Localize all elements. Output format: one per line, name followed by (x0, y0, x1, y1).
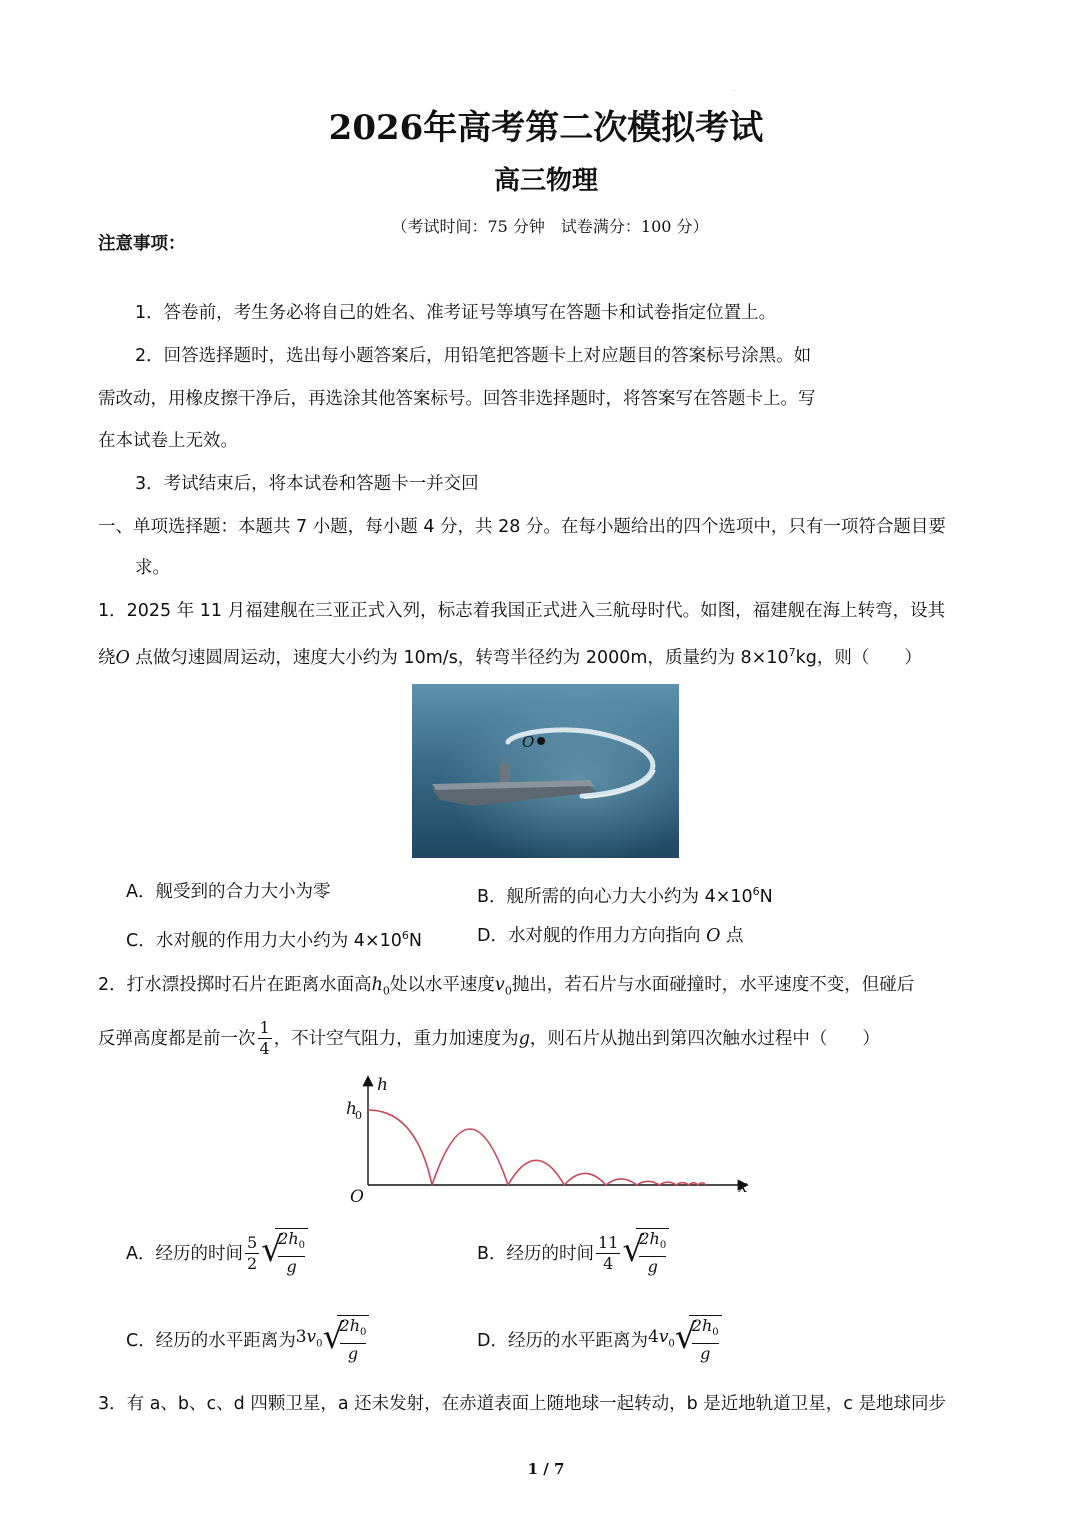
notice-item-2-line-1: 2．回答选择题时，选出每小题答案后，用铅笔把答题卡上对应题目的答案标号涂黑。如 (135, 346, 812, 366)
corner-mark: · (733, 88, 735, 95)
q2-var-g: g (518, 1028, 530, 1049)
q2-option-c-text: C．经历的水平距离为 (126, 1330, 296, 1351)
sqrt-expression (622, 1228, 669, 1279)
section-1-heading: 一、单项选择题：本题共 7 小题，每小题 4 分，共 28 分。在每小题给出的四个选项中，只有一项符合题目要 (98, 517, 946, 537)
coef-den: 4 (603, 1254, 614, 1274)
sqrt-expression (261, 1228, 308, 1279)
q2-var-v-sub: 0 (504, 984, 512, 998)
h0-label-sub: 0 (355, 1109, 362, 1122)
q2-option-c-coef (296, 1325, 323, 1356)
q2-option-a (126, 1228, 308, 1279)
radical-sign: √ (674, 1317, 697, 1357)
section-1-heading-cont: 求。 (135, 558, 170, 578)
q2-var-v: v (494, 975, 505, 995)
q1-option-c-unit: N (408, 930, 422, 951)
radicand-den-text: g (647, 1257, 658, 1277)
q2-text: ，则石片从抛出到第四次触水过程中（ ） (529, 1028, 880, 1049)
q1-option-d-point: O (706, 926, 721, 946)
bounce-arc (564, 1173, 606, 1185)
radicand-num-text: 2h (278, 1229, 299, 1248)
coef-value: 4 (647, 1326, 659, 1347)
radicand-num-sub: 0 (659, 1240, 667, 1252)
q2-fraction (258, 1018, 272, 1059)
q1-stem-line-1: 1．2025 年 11 月福建舰在三亚正式入列，标志着我国正式进入三航母时代。如图，福建舰在海上转弯，设其 (98, 601, 946, 621)
q1-option-a: A．舰受到的合力大小为零 (126, 882, 331, 902)
page-subtitle: 高三物理 (493, 166, 598, 196)
q2-option-d-coef (648, 1325, 675, 1356)
q1-text: 点做匀速圆周运动，速度大小约为 10m/s，转弯半径约为 2000m，质量约为 8×10 (129, 647, 789, 668)
q2-var-h: h (371, 975, 383, 995)
q2-text: ，不计空气阻力，重力加速度为 (273, 1028, 519, 1049)
q2-option-d (477, 1315, 722, 1366)
page-number: 1 / 7 (527, 1460, 565, 1478)
q1-option-c (126, 924, 422, 953)
q3-stem-line-1: 3．有 a、b、c、d 四颗卫星，a 还未发射，在赤道表面上随地球一起转动，b 是近地轨道卫星，c 是地球同步 (98, 1394, 946, 1414)
radical-sign: √ (322, 1317, 345, 1357)
notice-item-2-line-3: 在本试卷上无效。 (98, 431, 238, 451)
carrier-photo (412, 684, 679, 858)
bounce-arc (432, 1129, 508, 1185)
h0-label: h (346, 1099, 357, 1119)
radicand-num-sub: 0 (298, 1240, 306, 1252)
bounce-curve (368, 1110, 706, 1185)
q1-text: 绕 (98, 647, 116, 668)
q2-text: 2．打水漂投掷时石片在距离水面高 (98, 975, 372, 995)
radicand-den-text: g (700, 1344, 711, 1364)
notice-item-1: 1．答卷前，考生务必将自己的姓名、准考证号等填写在答题卡和试卷指定位置上。 (135, 303, 777, 323)
coef-den: 2 (246, 1254, 258, 1274)
notice-item-3: 3．考试结束后，将本试卷和答题卡一并交回 (135, 474, 479, 494)
q2-text: 反弹高度都是前一次 (98, 1028, 256, 1049)
radicand-num-text: 2h (339, 1316, 361, 1335)
coef-var-sub: 0 (316, 1338, 323, 1350)
q1-option-c-text: C．水对舰的作用力大小约为 4×10 (126, 930, 402, 951)
sqrt-expression (675, 1315, 722, 1366)
q2-option-b-text: B．经历的时间 (477, 1243, 595, 1264)
coef-var: v (306, 1326, 317, 1347)
q2-text: 处以水平速度 (389, 975, 495, 995)
carrier-island (500, 764, 510, 782)
q2-var-h-sub: 0 (382, 984, 390, 998)
radical-sign: √ (622, 1230, 645, 1270)
q1-option-b (477, 880, 773, 909)
bounce-arc (508, 1160, 564, 1185)
q1-option-c-exponent: 6 (401, 929, 409, 942)
q2-text: 抛出，若石片与水面碰撞时，水平速度不变，但碰后 (511, 975, 915, 995)
center-point-o (537, 737, 545, 745)
radicand-num-sub: 0 (712, 1327, 719, 1339)
q2-fraction-num: 1 (259, 1018, 270, 1037)
q1-mass-exponent: 7 (788, 646, 796, 659)
coef-value: 3 (295, 1326, 307, 1347)
bounce-graph (338, 1072, 754, 1208)
bounce-arc (368, 1110, 432, 1185)
q2-stem-line-1 (98, 973, 914, 1004)
sea-glare (412, 684, 679, 858)
coef-num: 11 (598, 1233, 619, 1253)
q2-option-a-text: A．经历的时间 (126, 1243, 243, 1264)
carrier-mast (503, 756, 506, 765)
q1-option-d-text: 点 (720, 926, 744, 946)
q2-stem-line-2 (98, 1018, 880, 1059)
coef-num: 5 (246, 1233, 258, 1253)
q2-option-b (477, 1228, 669, 1279)
q2-option-c (126, 1315, 369, 1366)
q1-option-b-text: B．舰所需的向心力大小约为 4×10 (477, 886, 753, 907)
radicand-num-text: 2h (639, 1229, 660, 1248)
x-axis-label: x (738, 1177, 748, 1197)
bounce-arc (606, 1179, 637, 1185)
notice-item-2-line-2: 需改动，用橡皮擦干净后，再选涂其他答案标号。回答非选择题时，将答案写在答题卡上。写 (98, 389, 816, 409)
radicand-den-text: g (286, 1257, 297, 1277)
q2-option-d-text: D．经历的水平距离为 (477, 1330, 648, 1351)
photo-point-label: O (522, 733, 535, 751)
q1-option-b-exponent: 6 (752, 885, 760, 898)
q2-fraction-den: 4 (259, 1039, 270, 1058)
radicand-den-text: g (347, 1344, 359, 1364)
radicand-num-text: 2h (691, 1316, 713, 1335)
sqrt-expression (323, 1315, 370, 1366)
q2-option-a-coef (245, 1233, 259, 1274)
q1-option-d-text: D．水对舰的作用力方向指向 (477, 926, 701, 946)
q1-point-o: O (115, 647, 130, 668)
exam-meta: （考试时间：75 分钟 试卷满分：100 分） (391, 217, 709, 236)
q1-option-b-unit: N (759, 886, 773, 907)
radical-sign: √ (261, 1230, 283, 1270)
q1-stem-line-2 (98, 641, 922, 670)
coef-var: v (658, 1326, 669, 1347)
q1-option-d (477, 924, 744, 948)
q1-text: kg，则（ ） (795, 647, 922, 668)
coef-var-sub: 0 (668, 1338, 675, 1350)
origin-label: O (350, 1187, 364, 1207)
y-axis-label: h (377, 1075, 388, 1095)
notice-heading: 注意事项： (98, 234, 186, 254)
page-title: 2026年高考第二次模拟考试 (328, 108, 764, 148)
radicand-num-sub: 0 (360, 1327, 367, 1339)
q2-option-b-coef (596, 1233, 620, 1274)
